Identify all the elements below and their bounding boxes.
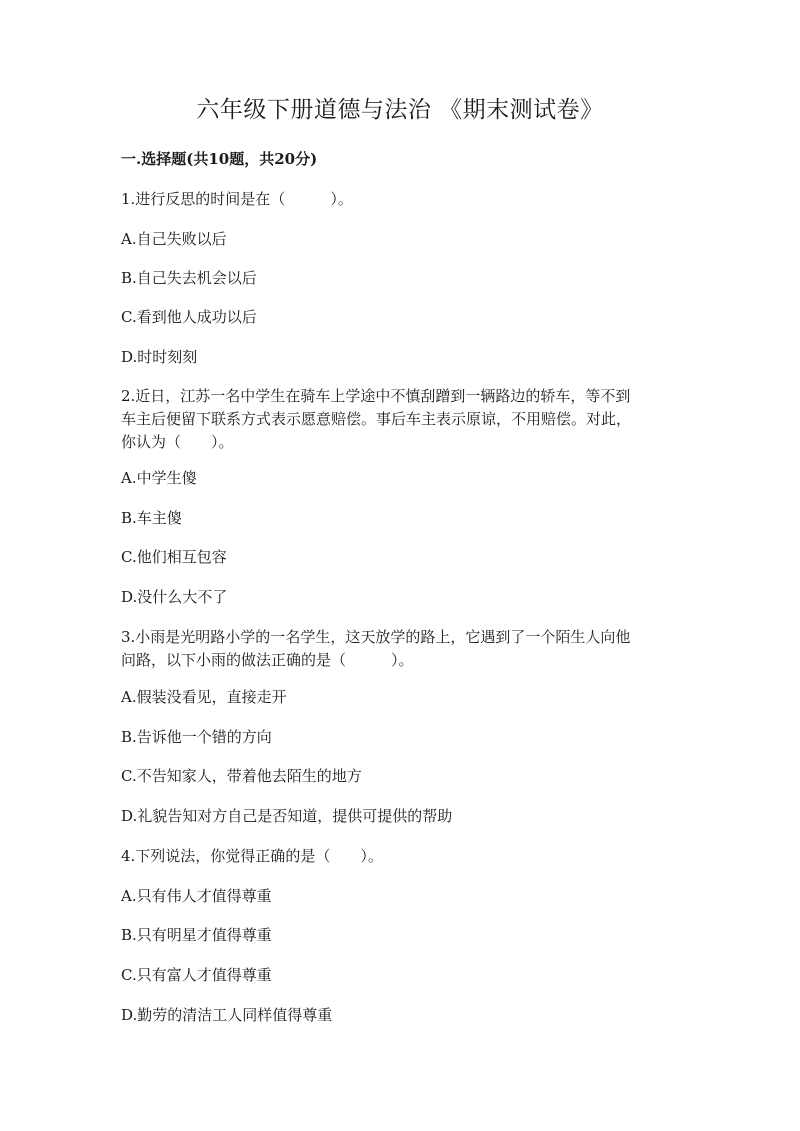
question-1-option-b: B.自己失去机会以后	[121, 269, 257, 287]
question-2-option-a: A.中学生傻	[121, 469, 197, 487]
section-heading: 一.选择题(共10题，共20分)	[121, 150, 318, 168]
question-3-stem	[121, 626, 681, 672]
question-2-stem-line-2: 车主后便留下联系方式表示愿意赔偿。事后车主表示原谅，不用赔偿。对此，	[121, 410, 632, 428]
question-4-stem: 4.下列说法，你觉得正确的是（ ）。	[121, 847, 383, 865]
question-2-option-b: B.车主傻	[121, 509, 182, 527]
question-2-stem-line-3: 你认为（ ）。	[121, 433, 234, 451]
question-1-option-d: D.时时刻刻	[121, 348, 198, 366]
page-title: 六年级下册道德与法治 《期末测试卷》	[196, 97, 604, 123]
question-3-option-b: B.告诉他一个错的方向	[121, 728, 272, 746]
question-3-option-d: D.礼貌告知对方自己是否知道，提供可提供的帮助	[121, 807, 453, 825]
question-2-option-c: C.他们相互包容	[121, 548, 227, 566]
question-3-stem-line-1: 3.小雨是光明路小学的一名学生，这天放学的路上，它遇到了一个陌生人向他	[121, 628, 631, 646]
question-3-option-c: C.不告知家人，带着他去陌生的地方	[121, 767, 362, 785]
question-4-option-c: C.只有富人才值得尊重	[121, 966, 272, 984]
question-2-option-d: D.没什么大不了	[121, 588, 228, 606]
question-2-stem-line-1: 2.近日，江苏一名中学生在骑车上学途中不慎刮蹭到一辆路边的轿车，等不到	[121, 387, 631, 405]
question-4-option-a: A.只有伟人才值得尊重	[121, 887, 272, 905]
question-3-option-a: A.假装没看见，直接走开	[121, 688, 287, 706]
question-4-option-b: B.只有明星才值得尊重	[121, 926, 272, 944]
question-2-stem	[121, 385, 681, 454]
question-3-stem-line-2: 问路，以下小雨的做法正确的是（ ）。	[121, 651, 414, 669]
question-1-stem: 1.进行反思的时间是在（ ）。	[121, 190, 353, 208]
question-1-option-c: C.看到他人成功以后	[121, 308, 257, 326]
question-4-option-d: D.勤劳的清洁工人同样值得尊重	[121, 1006, 333, 1024]
question-1-option-a: A.自己失败以后	[121, 230, 227, 248]
